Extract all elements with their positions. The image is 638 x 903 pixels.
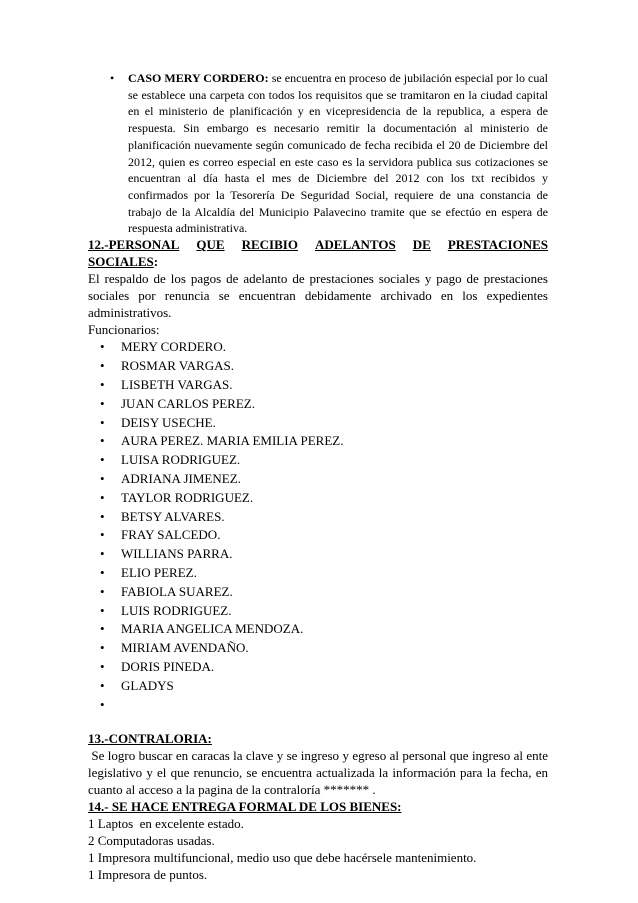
list-item: • TAYLOR RODRIGUEZ. <box>88 489 548 508</box>
list-item: • GLADYS <box>88 677 548 696</box>
heading-word: QUE <box>196 237 225 253</box>
list-item: • MARIA ANGELICA MENDOZA. <box>88 620 548 639</box>
bullet-icon: • <box>100 433 105 449</box>
list-item: • ROSMAR VARGAS. <box>88 357 548 376</box>
list-item: • AURA PEREZ. MARIA EMILIA PEREZ. <box>88 432 548 451</box>
bullet-icon: • <box>100 358 105 374</box>
bullet-icon: • <box>100 583 105 599</box>
heading-word: ADELANTOS <box>315 237 396 253</box>
list-item: • DEISY USECHE. <box>88 414 548 433</box>
bullet-icon: • <box>100 659 105 675</box>
list-item: • MERY CORDERO. <box>88 338 548 357</box>
bullet-icon: • <box>100 377 105 393</box>
bullet-icon: • <box>100 471 105 487</box>
asset-item: 1 Laptos en excelente estado. <box>88 815 244 831</box>
bullet-icon: • <box>100 527 105 543</box>
bullet-icon: • <box>100 640 105 656</box>
bullet-icon: • <box>100 452 105 468</box>
asset-item: 2 Computadoras usadas. <box>88 832 215 848</box>
staff-label: Funcionarios: <box>88 321 160 337</box>
bullet-icon: • <box>100 696 105 712</box>
list-item: • JUAN CARLOS PEREZ. <box>88 395 548 414</box>
list-item: • LUIS RODRIGUEZ. <box>88 602 548 621</box>
list-item: • BETSY ALVARES. <box>88 508 548 527</box>
bullet-icon: • <box>100 677 105 693</box>
list-item: • FRAY SALCEDO. <box>88 526 548 545</box>
section-12-heading-line2: SOCIALES: <box>88 253 159 269</box>
bullet-icon: • <box>100 602 105 618</box>
case-title: CASO MERY CORDERO: <box>128 71 269 85</box>
section-12-paragraph: El respaldo de los pagos de adelanto de prestaciones sociales y pago de prestaciones sociales por renuncia se encuentran debidamente archivado en los expedientes administrativos. <box>88 270 548 320</box>
heading-word: PRESTACIONES <box>447 237 548 253</box>
case-mery-cordero <box>88 70 548 237</box>
bullet-icon: • <box>100 339 105 355</box>
bullet-icon: • <box>100 489 105 505</box>
list-item: • LUISA RODRIGUEZ. <box>88 451 548 470</box>
list-item: • MIRIAM AVENDAÑO. <box>88 639 548 658</box>
heading-word: DE <box>412 237 431 253</box>
section-12-heading <box>88 237 548 254</box>
document-page <box>88 70 552 884</box>
section-13-heading: 13.-CONTRALORIA: <box>88 731 212 747</box>
heading-word: RECIBIO <box>241 237 298 253</box>
list-item: • ADRIANA JIMENEZ. <box>88 470 548 489</box>
list-item <box>88 696 548 715</box>
spacer <box>88 714 548 731</box>
list-item: • DORIS PINEDA. <box>88 658 548 677</box>
bullet-icon: • <box>100 621 105 637</box>
bullet-icon: • <box>100 508 105 524</box>
bullet-icon: • <box>110 71 115 85</box>
bullet-icon: • <box>100 546 105 562</box>
section-13-paragraph: Se logro buscar en caracas la clave y se ingreso y egreso al personal que ingreso al ente legislativo y el que renuncio, se encuentra actualizada la información para la fecha, en cuanto al acceso a la pagina de la contraloría ******* . <box>88 748 552 798</box>
heading-word: 12.-PERSONAL <box>88 237 180 253</box>
case-text: se encuentra en proceso de jubilación especial por lo cual se establece una carpeta con todos los requisitos que se tramitaron en la ciudad capital en el ministerio de planificación y en vicepresidencia de la republica, a espera de respuesta. Sin embargo es necesario remitir la documentación al ministerio de planificación nuevamente según comunicado de fecha recibida el 20 de Diciembre del 2012, quien es correo especial en este caso es la servidora publica sus cotizaciones se encuentran al día hasta el mes de Diciembre del 2012 con los txt recibidos y confirmados por la Tesorería De Seguridad Social, requiere de una constancia de trabajo de la Alcaldía del Municipio Palavecino tramite que se efectúo en espera de respuesta administrativa. <box>128 71 549 236</box>
bullet-icon: • <box>100 414 105 430</box>
list-item: • WILLIANS PARRA. <box>88 545 548 564</box>
list-item: • LISBETH VARGAS. <box>88 376 548 395</box>
bullet-icon: • <box>100 395 105 411</box>
section-14-heading: 14.- SE HACE ENTREGA FORMAL DE LOS BIENES: <box>88 799 402 815</box>
staff-list <box>88 338 548 714</box>
list-item: • FABIOLA SUAREZ. <box>88 583 548 602</box>
bullet-icon: • <box>100 565 105 581</box>
asset-item: 1 Impresora multifuncional, medio uso que debe hacérsele mantenimiento. <box>88 849 477 865</box>
list-item: • ELIO PEREZ. <box>88 564 548 583</box>
asset-item: 1 Impresora de puntos. <box>88 866 208 882</box>
